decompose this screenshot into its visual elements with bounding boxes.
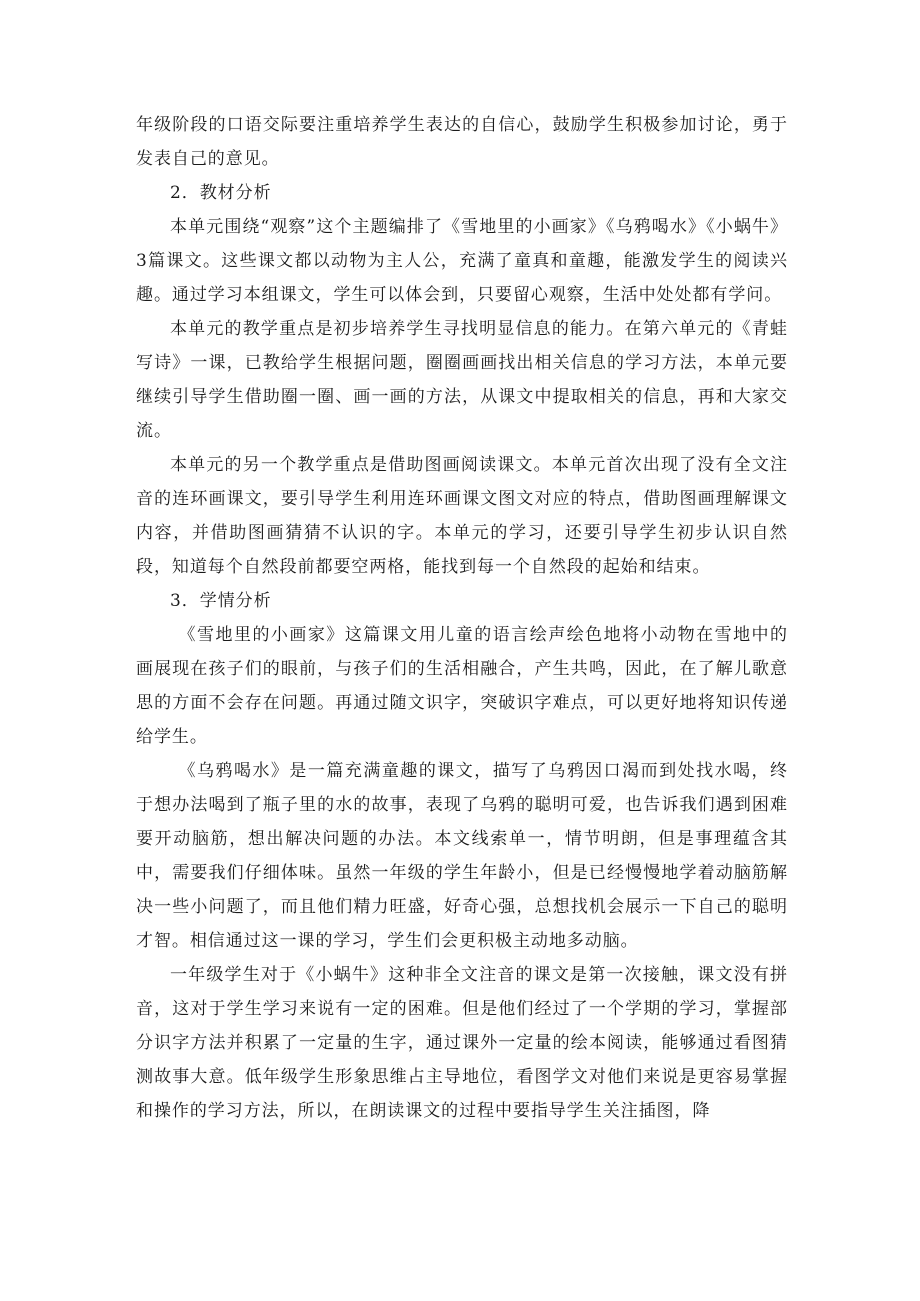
paragraph-teaching-focus-2: 本单元的另一个教学重点是借助图画阅读课文。本单元首次出现了没有全文注音的连环画课文，要引导学生利用连环画课文图文对应的特点，借助图画理解课文内容，并借助图画猜猜不认识的字。本单元的学习，还要引导学生初步认识自然段，知道每个自然段前都要空两格，能找到每一个自然段的起始和结束。 xyxy=(136,455,788,577)
paragraph-crow-drinks: 《乌鸦喝水》是一篇充满童趣的课文，描写了乌鸦因口渴而到处找水喝，终于想办法喝到了瓶子里的水的故事，表现了乌鸦的聪明可爱，也告诉我们遇到困难要开动脑筋，想出解决问题的办法。本文线索单一，情节明朗，但是事理蕴含其中，需要我们仔细体味。虽然一年级的学生年龄小，但是已经慢慢地学着动脑筋解决一些小问题了，而且他们精力旺盛，好奇心强，总想找机会展示一下自己的聪明才智。相信通过这一课的学习，学生们会更积极主动地多动脑。 xyxy=(136,761,788,951)
section-heading-textbook-analysis: 2．教材分析 xyxy=(170,183,272,203)
document-body xyxy=(136,108,788,1128)
paragraph-teaching-focus-1: 本单元的教学重点是初步培养学生寻找明显信息的能力。在第六单元的《青蛙写诗》一课，已教给学生根据问题，圈圈画画找出相关信息的学习方法，本单元要继续引导学生借助圈一圈、画一画的方法，从课文中提取相关的信息，再和大家交流。 xyxy=(136,319,788,441)
paragraph-continuation: 年级阶段的口语交际要注重培养学生表达的自信心，鼓励学生积极参加讨论，勇于发表自己的意见。 xyxy=(136,115,788,169)
paragraph-snow-painter: 《雪地里的小画家》这篇课文用儿童的语言绘声绘色地将小动物在雪地中的画展现在孩子们的眼前，与孩子们的生活相融合，产生共鸣，因此，在了解儿歌意思的方面不会存在问题。再通过随文识字，突破识字难点，可以更好地将知识传递给学生。 xyxy=(136,625,788,747)
paragraph-unit-theme: 本单元围绕“观察”这个主题编排了《雪地里的小画家》《乌鸦喝水》《小蜗牛》3篇课文。这些课文都以动物为主人公，充满了童真和童趣，能激发学生的阅读兴趣。通过学习本组课文，学生可以体会到，只要留心观察，生活中处处都有学问。 xyxy=(136,217,788,305)
section-heading-learner-analysis: 3．学情分析 xyxy=(170,591,272,611)
paragraph-little-snail: 一年级学生对于《小蜗牛》这种非全文注音的课文是第一次接触，课文没有拼音，这对于学生学习来说有一定的困难。但是他们经过了一个学期的学习，掌握部分识字方法并积累了一定量的生字，通过课外一定量的绘本阅读，能够通过看图猜测故事大意。低年级学生形象思维占主导地位，看图学文对他们来说是更容易掌握和操作的学习方法，所以，在朗读课文的过程中要指导学生关注插图，降 xyxy=(136,965,788,1121)
